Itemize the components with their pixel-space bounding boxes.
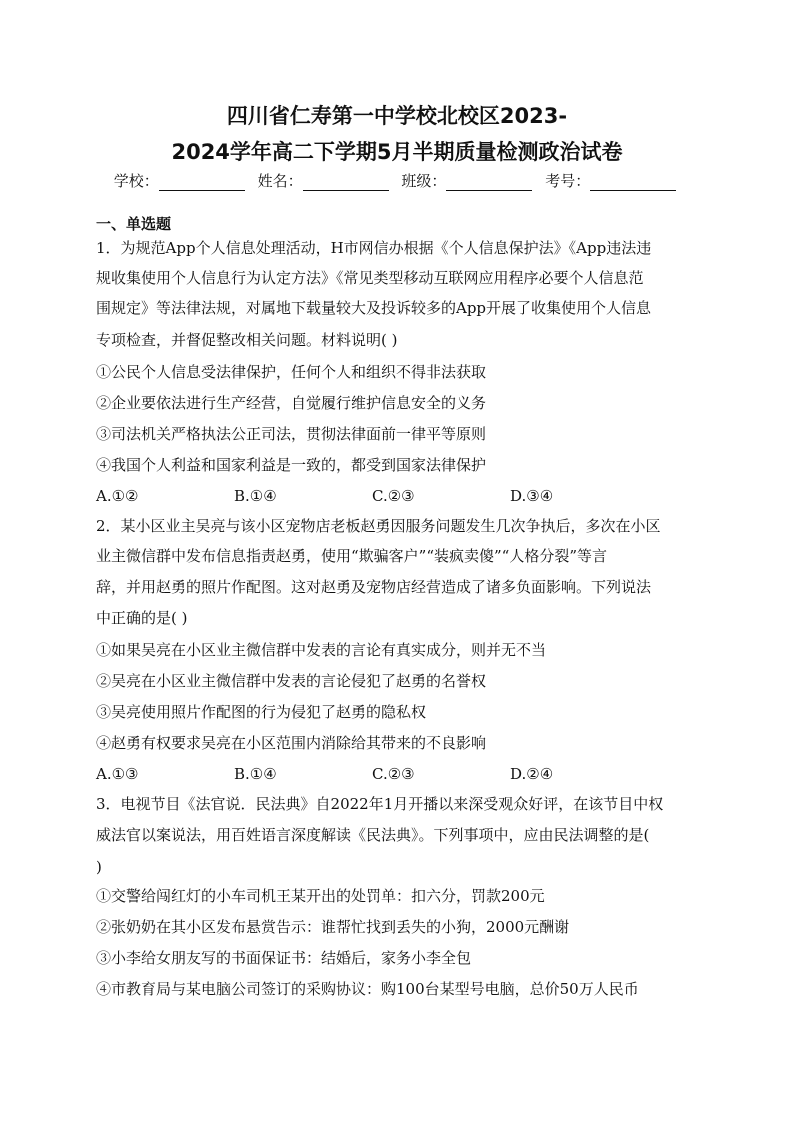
q2-item: ②吴亮在小区业主微信群中发表的言论侵犯了赵勇的名誉权 [96,672,487,690]
q2-option-a[interactable]: A.①③ [96,765,139,783]
q1-stem-line: 专项检查，并督促整改相关问题。材料说明( ) [96,331,398,349]
number-field [545,170,680,191]
school-label: 学校： [113,172,159,190]
q3-item: ①交警给闯红灯的小车司机王某开出的处罚单：扣六分，罚款200元 [96,887,545,905]
number-label: 考号： [545,172,591,190]
q2-stem-line: 业主微信群中发布信息指责赵勇，使用“欺骗客户”“装疯卖傻”“人格分裂”等言 [96,547,608,565]
q1-option-a[interactable]: A.①② [96,487,139,505]
q2-option-c[interactable]: C.②③ [372,765,415,783]
name-label: 姓名： [257,172,303,190]
q2-stem-line: 中正确的是( ) [96,609,188,627]
q3-stem-line: 3．电视节目《法官说．民法典》自2022年1月开播以来深受观众好评，在该节目中权 [96,795,664,813]
q2-stem-line: 2．某小区业主吴亮与该小区宠物店老板赵勇因服务问题发生几次争执后，多次在小区 [96,517,661,535]
q2-stem-line: 辞，并用赵勇的照片作配图。这对赵勇及宠物店经营造成了诸多负面影响。下列说法 [96,578,652,596]
q3-item: ④市教育局与某电脑公司签订的采购协议：购100台某型号电脑，总价50万人民币 [96,980,639,998]
q1-stem-line: 围规定》等法律法规，对属地下载量较大及投诉较多的App开展了收集使用个人信息 [96,299,652,317]
q1-option-d[interactable]: D.③④ [510,487,554,505]
q3-stem-line: ) [96,858,102,876]
q3-item: ②张奶奶在其小区发布悬赏告示：谁帮忙找到丢失的小狗，2000元酬谢 [96,918,570,936]
q1-item: ①公民个人信息受法律保护，任何个人和组织不得非法获取 [96,363,487,381]
school-blank [159,176,245,191]
q1-stem-line: 规收集使用个人信息行为认定方法》《常见类型移动互联网应用程序必要个人信息范 [96,269,644,287]
exam-title-line-1: 四川省仁寿第一中学校北校区2023- [226,104,568,128]
class-blank [446,176,532,191]
q2-item: ④赵勇有权要求吴亮在小区范围内消除给其带来的不良影响 [96,734,487,752]
q2-option-b[interactable]: B.①④ [234,765,277,783]
q2-item: ①如果吴亮在小区业主微信群中发表的言论有真实成分，则并无不当 [96,641,547,659]
class-label: 班级： [401,172,447,190]
q1-option-b[interactable]: B.①④ [234,487,277,505]
name-field [258,170,393,191]
q2-option-d[interactable]: D.②④ [510,765,554,783]
q1-item: ④我国个人利益和国家利益是一致的，都受到国家法律保护 [96,456,487,474]
q3-item: ③小李给女朋友写的书面保证书：结婚后，家务小李全包 [96,949,472,967]
name-blank [303,176,389,191]
student-info-row [0,170,794,191]
q1-item: ②企业要依法进行生产经营，自觉履行维护信息安全的义务 [96,394,487,412]
exam-title-line-2: 2024学年高二下学期5月半期质量检测政治试卷 [171,140,623,164]
class-field [401,170,536,191]
q3-stem-line: 威法官以案说法，用百姓语言深度解读《民法典》。下列事项中，应由民法调整的是( [96,826,650,844]
number-blank [590,176,676,191]
school-field [114,170,249,191]
q1-item: ③司法机关严格执法公正司法，贯彻法律面前一律平等原则 [96,425,487,443]
q1-option-c[interactable]: C.②③ [372,487,415,505]
q2-item: ③吴亮使用照片作配图的行为侵犯了赵勇的隐私权 [96,703,427,721]
q1-stem-line: 1．为规范App个人信息处理活动，H市网信办根据《个人信息保护法》《App违法违 [96,239,652,257]
section-heading: 一、单选题 [96,215,172,233]
